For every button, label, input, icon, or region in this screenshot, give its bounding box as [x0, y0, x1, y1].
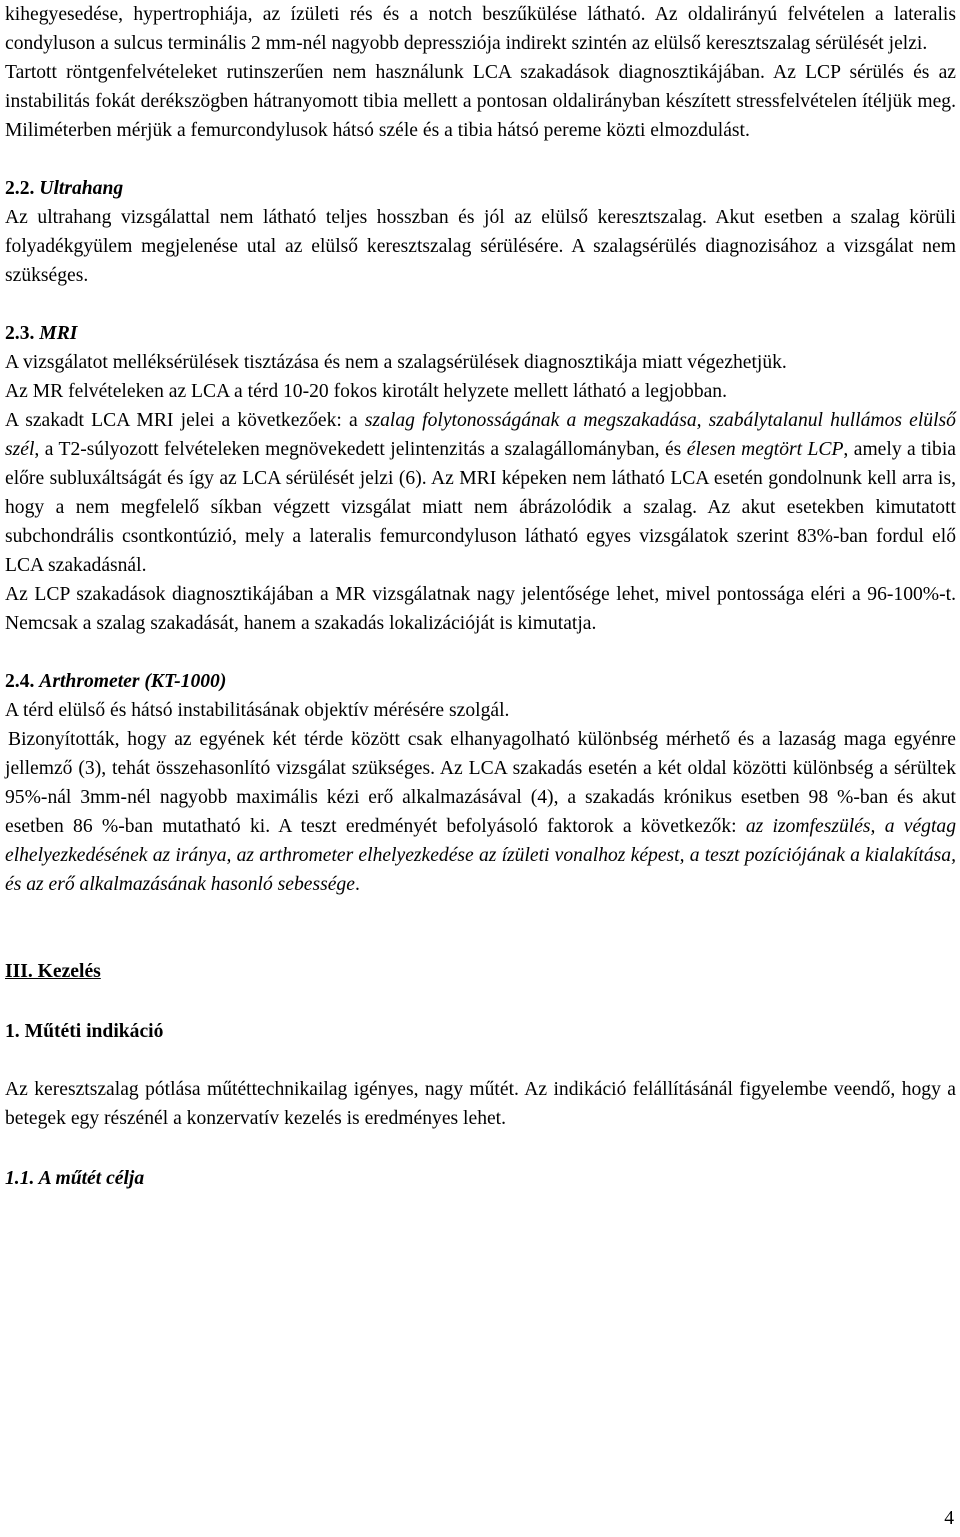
paragraph-arthrometer-2 [5, 725, 956, 899]
section-title: MRI [39, 323, 78, 344]
italic-text-run: az izomfeszülés, a végtag elhelyezkedésének az iránya, az arthrometer elhelyezkedése az ízületi vonalhoz képest, a teszt pozíciójának a kialakítása, és az erő alkalmazásának hasonló sebessége [5, 816, 956, 895]
section-title: A műtét célja [38, 1168, 145, 1189]
spacer [5, 638, 956, 667]
spacer [5, 899, 956, 928]
section-title: Műtéti indikáció [24, 1021, 164, 1042]
chapter-heading-treatment: III. Kezelés [5, 961, 101, 982]
paragraph-arthrometer-1: A térd elülső és hátsó instabilitásának objektív mérésére szolgál. [5, 700, 510, 721]
paragraph-mri-2: Az MR felvételeken az LCA a térd 10-20 fokos kirotált helyzete mellett látható a legjobban. [5, 381, 728, 402]
subsection-heading-goal [5, 1164, 956, 1193]
text-run: . [354, 874, 360, 895]
text-run: , a T2-súlyozott felvételeken megnövekedett jelintenzitás a szalagállományban, és [34, 439, 687, 460]
italic-text-run: élesen megtört LCP [686, 439, 844, 460]
section-heading-mri [5, 319, 956, 348]
section-title: Arthrometer (KT-1000) [39, 671, 227, 692]
page-number: 4 [944, 1508, 954, 1529]
paragraph-ultrasound: Az ultrahang vizsgálattal nem látható teljes hosszban és jól az elülső keresztszalag. Akut esetben a szalag körüli folyadékgyülem megjelenése utal az elülső keresztszalag sérülésére. A szalagsérülés diagnozisához a vizsgálat nem szükséges. [5, 207, 956, 286]
spacer [5, 290, 956, 319]
paragraph-mri-4: Az LCP szakadások diagnosztikájában a MR vizsgálatnak nagy jelentősége lehet, mivel pontossága eléri a 96-100%-t. Nemcsak a szalag szakadását, hanem a szakadás lokalizációját is kimutatja. [5, 584, 956, 634]
section-heading-arthrometer [5, 667, 956, 696]
text-run: , amely a tibia előre subluxáltságát és így az LCA sérülését jelzi (6). Az MRI képeken nem látható LCA esetén gondolnunk kell arra is, hogy a nem megfelelő síkban végzett vizsgálat miatt nem ábrázolódik a szalag. Az akut esetekben kimutatott subchondrális csontkontúzió, mely a lateralis femurcondyluson látható egyes vizsgálatok szerint 83%-ban fordul elő LCA szakadásnál. [5, 439, 956, 576]
text-run: A szakadt LCA MRI jelei a következőek: a [5, 410, 365, 431]
spacer [5, 145, 956, 174]
paragraph-mri-1: A vizsgálatot melléksérülések tisztázása és nem a szalagsérülések diagnosztikája miatt végezhetjük. [5, 352, 787, 373]
spacer [5, 986, 956, 1017]
spacer [5, 1046, 956, 1075]
spacer [5, 1133, 956, 1164]
spacer [5, 928, 956, 957]
italic-text-run: szalag folytonosságának a megszakadása, szabálytalanul hullámos elülső szél [5, 410, 956, 460]
subsection-heading-indication [5, 1017, 956, 1046]
section-number: 2.2. [5, 178, 35, 199]
section-heading-ultrasound [5, 174, 956, 203]
paragraph-indication: Az keresztszalag pótlása műtéttechnikailag igényes, nagy műtét. Az indikáció felállításánál figyelembe veendő, hogy a betegek egy részénél a konzervatív kezelés is eredményes lehet. [5, 1079, 956, 1129]
paragraph-xray-2: Tartott röntgenfelvételeket rutinszerűen nem használunk LCA szakadások diagnosztikájában. Az LCP sérülés és az instabilitás fokát derékszögben hátranyomott tibia mellett a pontosan oldalirányban készített stressfelvételen ítéljük meg. Miliméterben mérjük a femurcondylusok hátsó széle és a tibia hátsó pereme közti elmozdulást. [5, 62, 956, 141]
section-number: 2.4. [5, 671, 35, 692]
paragraph-xray-1: kihegyesedése, hypertrophiája, az ízületi rés és a notch beszűkülése látható. Az oldalirányú felvételen a lateralis condyluson a sulcus terminális 2 mm-nél nagyobb depressziója indirekt szintén az elülső keresztszalag sérülését jelzi. [5, 4, 956, 54]
section-number: 1.1. [5, 1168, 35, 1189]
text-run: Bizonyították, hogy az egyének két térde között csak elhanyagolható különbség mérhető és a lazaság maga egyénre jellemző (3), tehát összehasonlító vizsgálat szükséges. Az LCA szakadás esetén a két oldal közötti különbség a sérültek 95%-nál 3mm-nél nagyobb maximális kézi erő alkalmazásával (4), a szakadás krónikus esetben 98 %-ban és akut esetben 86 %-ban mutatható ki. A teszt eredményét befolyásoló faktorok a következők: [5, 729, 956, 837]
section-title: Ultrahang [39, 178, 124, 199]
paragraph-mri-3 [5, 406, 956, 580]
section-number: 2.3. [5, 323, 35, 344]
document-page [5, 0, 956, 1193]
section-number: 1. [5, 1021, 20, 1042]
